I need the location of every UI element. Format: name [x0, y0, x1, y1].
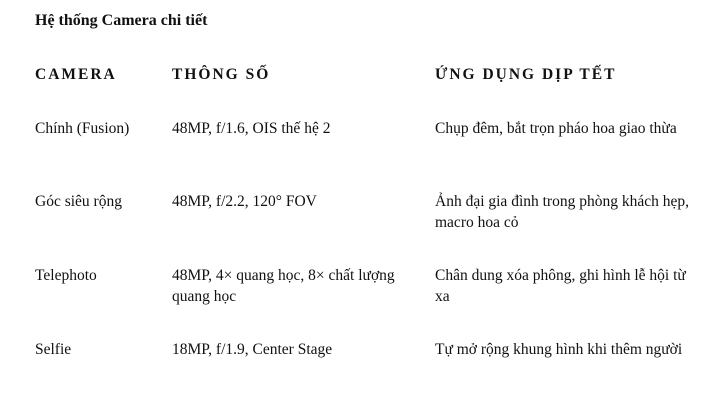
- cell-usage-main: Chụp đêm, bắt trọn pháo hoa giao thừa: [435, 120, 677, 137]
- cell-specs-ultrawide: 48MP, f/2.2, 120° FOV: [172, 193, 317, 210]
- cell-camera-selfie: Selfie: [35, 341, 72, 358]
- column-header-camera: CAMERA: [35, 66, 117, 83]
- cell-usage-selfie: Tự mở rộng khung hình khi thêm người: [435, 341, 683, 358]
- column-header-specs: THÔNG SỐ: [172, 66, 271, 83]
- cell-camera-telephoto: Telephoto: [35, 267, 97, 284]
- cell-specs-main: 48MP, f/1.6, OIS thế hệ 2: [172, 120, 331, 137]
- cell-camera-main: Chính (Fusion): [35, 120, 130, 137]
- cell-usage-ultrawide: Ảnh đại gia đình trong phòng khách hẹp, macro hoa cỏ: [435, 193, 689, 231]
- cell-specs-selfie: 18MP, f/1.9, Center Stage: [172, 341, 333, 358]
- column-header-usage: ỨNG DỤNG DỊP TẾT: [435, 66, 617, 83]
- cell-camera-ultrawide: Góc siêu rộng: [35, 193, 122, 210]
- cell-specs-telephoto: 48MP, 4× quang học, 8× chất lượng quang học: [172, 267, 395, 305]
- document-title: Hệ thống Camera chi tiết: [35, 12, 208, 29]
- cell-usage-telephoto: Chân dung xóa phông, ghi hình lễ hội từ xa: [435, 267, 686, 305]
